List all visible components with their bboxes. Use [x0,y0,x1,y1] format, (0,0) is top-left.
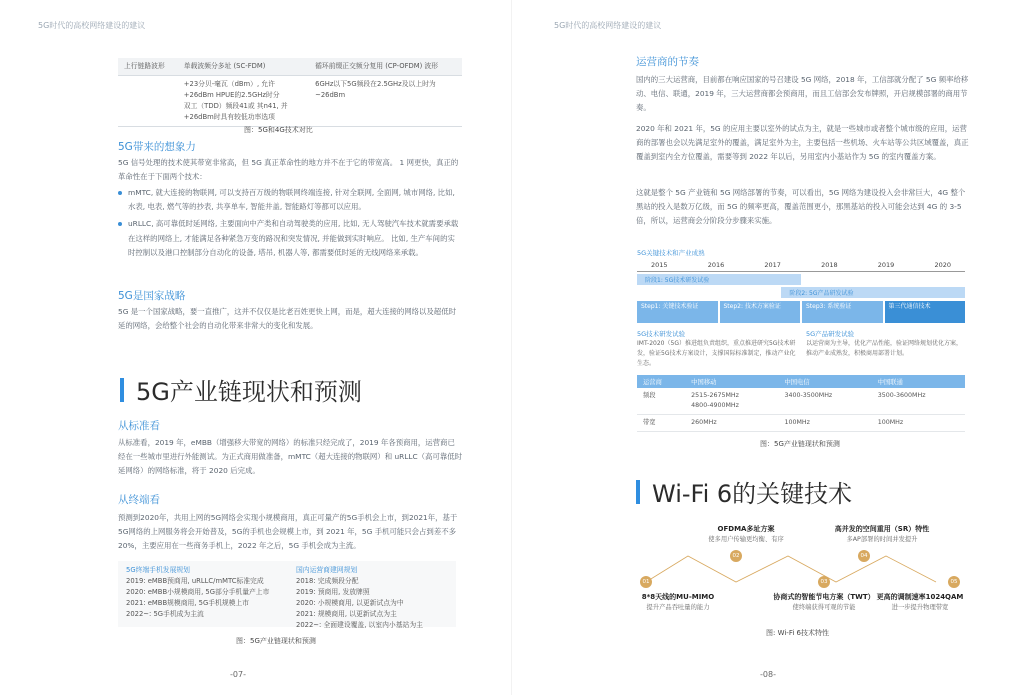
step-marker: 01 [640,576,652,588]
paragraph: 预测到2020年，共用上网的5G网络会实现小规模商用，真正可量产的5G手机会上市，到2021年，基于5G网络的上网服务将会开始普及，5G的手机也会规模上市，到 2021 年，5G 手机可能只会占到差不多 20%，主要应用在一些商务手机上，2022 年之后，5G 手机会成为主流。 [118,513,458,551]
table-header-cell: 运营商 [637,375,685,388]
step-marker: 05 [948,576,960,588]
timeline-row: 2022~: 全面建设覆盖, 以室内小基站为主 [296,621,423,629]
feature-title: 8*8天线的MU-MIMO [641,593,715,601]
description-column [806,329,965,369]
table-header-cell: 中国联通 [872,375,965,388]
title-accent-bar [636,480,640,504]
feature-text: 多AP部署的时间并发提升 [846,536,918,543]
zigzag-connector [646,556,936,582]
year-label: 2019 [877,261,895,269]
table-cell: 单载波频分多址 (SC-FDM) [178,58,309,76]
section-title: 5G是国家战略 [118,290,186,302]
timeline-column [296,565,448,629]
timeline-column [126,565,278,623]
description-text: 以运营商为主导，优化产品性能，验证网络规划优化方案，推动产业成熟发，积极商用部署计划。 [806,340,963,357]
stage-box: Step1: 关键技术验证 [637,301,718,323]
paragraph: 2020 年和 2021 年，5G 的应用主要以室外的试点为主，就是一些城市或者整个城市级的应用，运营商的部署也会以先满足室外的覆盖，满足室外为主，主要包括一些机场、火车站等公共区域覆盖，真正覆盖到室内全方位覆盖，需要等到 2022 年以后，另用室内小基站作为 5G 的室内覆盖方案。 [636,124,969,162]
running-header: 5G时代的高校网络建设的建议 [38,21,146,30]
paragraph: 5G 信号处理的技术使其带宽非常高，但 5G 真正革命性的地方并不在于它的带宽高。 1 网更快，真正的革命性在于下面两个技术： [118,158,459,182]
wifi6-diagram [636,520,964,624]
feature-title: OFDMA多址方案 [717,525,775,533]
table-cell: 6GHz以下5G频段在2.5GHz及以上时为 ~26dBm [309,76,462,127]
figure-caption: 图：5G产业链现状和预测 [236,637,316,645]
description-title: 5G产品研发试验 [806,330,855,338]
timeline-row: 2021: eMBB规模商用, 5G手机规模上市 [126,599,250,607]
running-header: 5G时代的高校网络建设的建议 [554,21,662,30]
table-cell: 循环前缀正交频分复用 (CP-OFDM) 波形 [309,58,462,76]
timeline-box [118,561,456,627]
section-title: 运营商的节奏 [636,56,699,68]
wifi-feature [872,592,968,611]
title-accent-bar [120,378,124,402]
feature-title: 高并发的空间重用（SR）特性 [834,525,930,533]
table-cell: +23分贝-毫瓦（dBm）, 允许 +26dBm HPUE的2.5GHz时分 双工（TDD）频段41或 其n41, 并 +26dBm时具有较低功率选项 [178,76,309,127]
chapter-title-text: Wi-Fi 6的关键技术 [652,480,853,508]
timeline-row: 2020: eMBB小规模商用, 5G部分手机量产上市 [126,588,270,596]
section-title: 从标准看 [118,420,160,432]
stage-box: 第三代通信技术 [885,301,966,323]
timeline-row: 2021: 规模商用, 以更新试点为主 [296,610,397,618]
description-column [637,329,796,369]
table-header-cell: 中国移动 [685,375,778,388]
table-cell: 100MHz [778,415,871,432]
section-title: 5G带来的想象力 [118,141,196,153]
timeline-row: 2019: 预商用, 发放牌照 [296,588,370,596]
feature-text: 进一步提升物理带宽 [891,604,949,611]
timeline-row: 2018: 完成频段分配 [296,577,359,585]
list-item: uRLLC, 高可靠低时延网络, 主要面向中产类和自动驾驶类的应用, 比如, 无人驾驶汽车技术就需要承载在这样的网络上, 才能满足各种紧急万变的路况和突发情况, 并能做到实时响应。 比如, 生产车间的实时控制以及港口控制部分自动化的设备, 塔吊, 机器人等, 都需要低时延的无线网络来承载。 [118,217,462,260]
description-title: 5G技术研发试验 [637,330,686,338]
comparison-table [118,58,462,127]
roadmap-descriptions [637,329,965,369]
table-cell: 频段 [637,388,685,415]
wifi-feature [812,524,952,543]
feature-title: 协商式的智能节电方案（TWT） [773,593,875,601]
bullet-list [118,186,462,260]
year-label: 2020 [934,261,951,269]
chapter-title-text: 5G产业链现状和预测 [136,378,362,406]
column-title: 5G终端手机发展规划 [126,566,190,574]
feature-text: 使多用户传输更均衡、有序 [708,536,784,543]
list-item: mMTC, 就大连接的物联网, 可以支持百万级的物联网终端连接, 针对全联网, 全面网, 城市网络, 比如, 水表, 电表, 燃气等的抄表, 共享单车, 智能井盖, 智能路灯等都可以应用。 [118,186,462,214]
phase-band: 阶段1: 5G技术研发试验 [637,274,801,285]
table-cell: 2515-2675MHz 4800-4900MHz [685,388,778,415]
year-label: 2016 [707,261,725,269]
column-title: 国内运营商建网规划 [296,566,358,574]
figure-caption: 图: Wi-Fi 6技术特性 [766,629,829,637]
table-cell: 上行链路波形 [118,58,178,76]
table-cell: 带宽 [637,415,685,432]
table-row [637,415,965,432]
timeline-row: 2022~: 5G手机成为主流 [126,610,204,618]
5g-roadmap-figure [637,248,965,438]
table-cell [118,76,178,127]
paragraph: 5G 是一个国家战略，要一直推广，这并不仅仅是比老百姓更快上网，而是，超大连接的网络以及超低时延的网络，会给整个社会的自动化带来非常大的变化和发展。 [118,307,456,331]
paragraph: 这就是整个 5G 产业链和 5G 网络部署的节奏，可以看出，5G 网络为建设投入会非常巨大，4G 整个黑站的投入是数万亿级，而 5G 的频率更高，覆盖范围更小，那黑基站的投入可能会达到 4G 的 3-5 倍，所以，运营商会分阶段分步骤来实施。 [636,188,966,226]
section-title: 从终端看 [118,494,160,506]
wifi-feature [676,524,816,543]
page-number: -07- [230,670,246,679]
figure-title: 5G关键技术和产业成熟 [637,249,705,257]
step-marker: 04 [858,550,870,562]
chapter-title [120,372,362,407]
step-marker: 03 [818,576,830,588]
phase-band: 阶段2: 5G产品研发试验 [781,287,965,298]
table-cell: 3400-3500MHz [778,388,871,415]
table-cell: 260MHz [685,415,778,432]
paragraph: 国内的三大运营商，目前都在响应国家的号召建设 5G 网络，2018 年，工信部就分配了 5G 频率给移动、电信、联通，2019 年，三大运营商都会预商用，而且工信部会发布牌照，开启规模部署的商用节奏。 [636,75,969,113]
page-number: -08- [760,670,776,679]
figure-caption: 图：5G和4G技术对比 [244,126,313,134]
spectrum-table [637,375,965,432]
table-row [118,76,462,127]
paragraph: 从标准看，2019 年，eMBB（增强移大带宽的网络）的标准只经完成了，2019 年各预商用，运营商已经在一些城市里进行外能测试。为正式商用做准备，mMTC（超大连接的物联网）和 uRLLC（高可靠低时延网络）的网络标准，将于 2020 后完成。 [118,438,463,476]
feature-title: 更高的调制速率1024QAM [876,593,964,601]
year-label: 2015 [651,261,668,269]
table-cell: 100MHz [872,415,965,432]
feature-text: 提升产品吞吐量的能力 [646,604,710,611]
year-label: 2017 [764,261,781,269]
table-header-cell: 中国电信 [778,375,871,388]
table-header-row [637,375,965,388]
stage-box: Step2: 技术方案验证 [720,301,801,323]
table-row [637,388,965,415]
year-axis [637,260,965,272]
step-marker: 02 [730,550,742,562]
table-cell: 3500-3600MHz [872,388,965,415]
timeline-row: 2020: 小规模商用, 以更新试点为中 [296,599,404,607]
wifi-feature [608,592,748,611]
feature-text: 使终端获得可观的节能 [792,604,856,611]
stage-row [637,301,965,323]
timeline-row: 2019: eMBB预商用, uRLLC/mMTC标准完成 [126,577,264,585]
chapter-title [636,474,852,509]
table-header-row [118,58,462,76]
year-label: 2018 [821,261,838,269]
description-text: IMT-2020（5G）推进组负责组织，重点推进研究5G技术研发，验证5G技术方案设计，支撑国际标准制定，推动产业化生态。 [637,340,796,367]
stage-box: Step3: 系统验证 [802,301,883,323]
figure-caption: 图：5G产业链现状和预测 [760,440,840,448]
